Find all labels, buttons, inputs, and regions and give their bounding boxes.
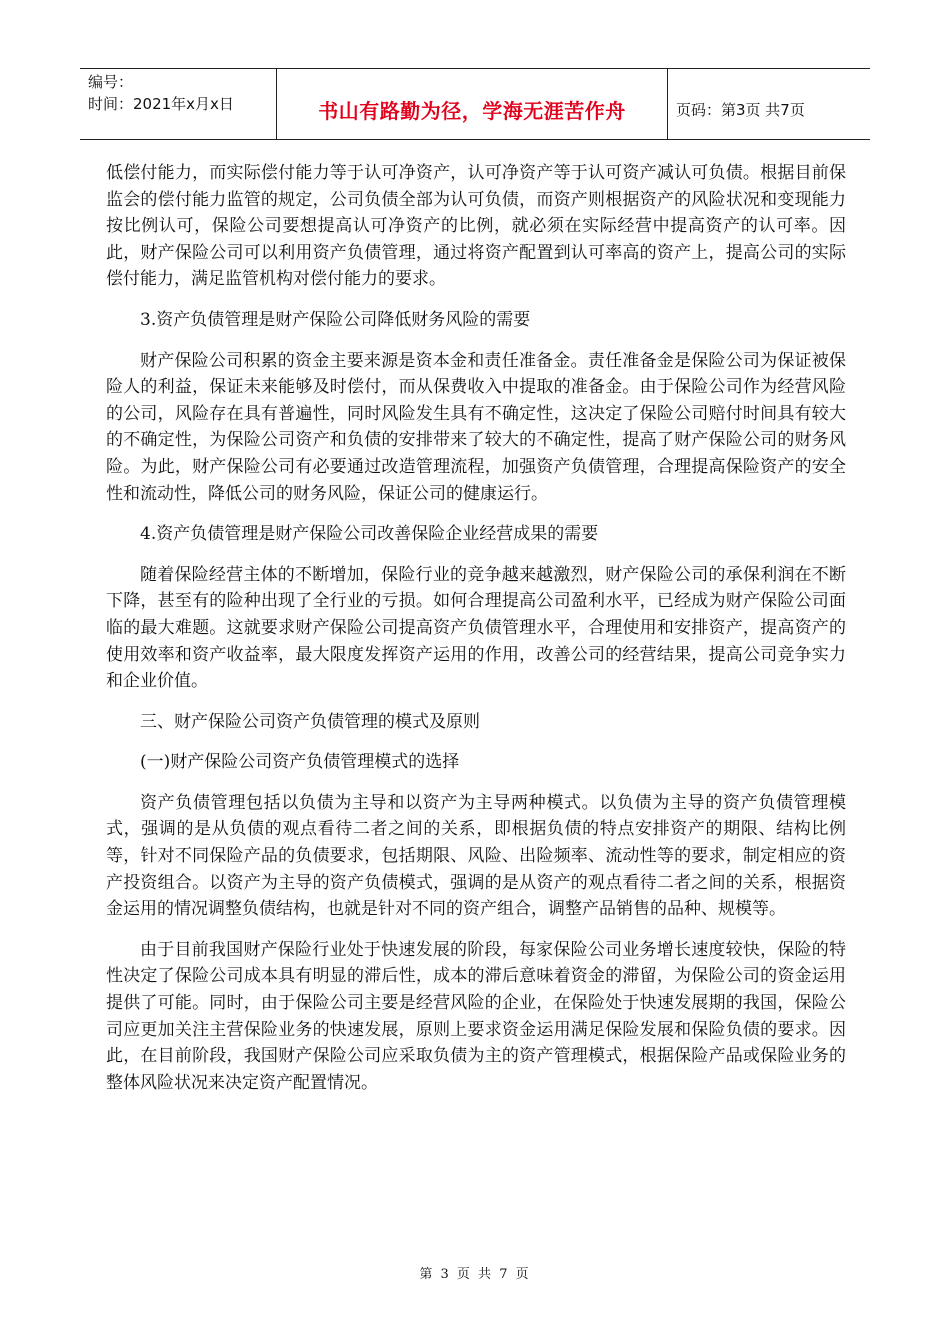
- subsection-heading-1: (一)财产保险公司资产负债管理模式的选择: [140, 752, 460, 773]
- paragraph: 随着保险经营主体的不断增加，保险行业的竞争越来越激烈，财产保险公司的承保利润在不断下降，甚至有的险种出现了全行业的亏损。如何合理提高公司盈利水平，已经成为财产保险公司面临的最大难题。这就要求财产保险公司提高资产负债管理水平，合理使用和安排资产，提高资产的使用效率和资产收益率，最大限度发挥资产运用的作用，改善公司的经营结果，提高公司竞争实力和企业价值。: [106, 564, 846, 692]
- header-motto-cell: [277, 69, 668, 139]
- page-header: [80, 68, 870, 140]
- paragraph-continued: 低偿付能力，而实际偿付能力等于认可净资产，认可净资产等于认可资产减认可负债。根据目前保监会的偿付能力监管的规定，公司负债全部为认可负债，而资产则根据资产的风险状况和变现能力按比例认可，保险公司要想提高认可净资产的比例，就必须在实际经营中提高资产的认可率。因此，财产保险公司可以利用资产负债管理，通过将资产配置到认可率高的资产上，提高公司的实际偿付能力，满足监管机构对偿付能力的要求。: [106, 163, 846, 290]
- time-label: 时间：2021年x月x日: [88, 95, 234, 113]
- header-page-code-cell: [668, 69, 805, 139]
- page-footer: 第 3 页 共 7 页: [419, 1267, 531, 1282]
- chapter-heading-3: 三、财产保险公司资产负债管理的模式及原则: [140, 711, 480, 732]
- paragraph: 财产保险公司积累的资金主要来源是资本金和责任准备金。责任准备金是保险公司为保证被保险人的利益，保证未来能够及时偿付，而从保费收入中提取的准备金。由于保险公司作为经营风险的公司，风险存在具有普遍性，同时风险发生具有不确定性，这决定了保险公司赔付时间具有较大的不确定性，为保险公司资产和负债的安排带来了较大的不确定性，提高了财产保险公司的财务风险。为此，财产保险公司有必要通过改造管理流程，加强资产负债管理，合理提高保险资产的安全性和流动性，降低公司的财务风险，保证公司的健康运行。: [106, 350, 846, 504]
- section-heading-4: 4.资产负债管理是财产保险公司改善保险企业经营成果的需要: [140, 524, 599, 545]
- header-page-code: 页码：第3页 共7页: [676, 100, 805, 119]
- document-body: [106, 160, 846, 1096]
- header-motto: 书山有路勤为径，学海无涯苦作舟: [318, 98, 626, 123]
- paragraph: 资产负债管理包括以负债为主导和以资产为主导两种模式。以负债为主导的资产负债管理模式，强调的是从负债的观点看待二者之间的关系，即根据负债的特点安排资产的期限、结构比例等，针对不同保险产品的负债要求，包括期限、风险、出险频率、流动性等的要求，制定相应的资产投资组合。以资产为主导的资产负债模式，强调的是从资产的观点看待二者之间的关系，根据资金运用的情况调整负债结构，也就是针对不同的资产组合，调整产品销售的品种、规模等。: [106, 792, 846, 920]
- header-meta: [80, 69, 277, 139]
- section-heading-3: 3.资产负债管理是财产保险公司降低财务风险的需要: [140, 309, 531, 330]
- paragraph: 由于目前我国财产保险行业处于快速发展的阶段，每家保险公司业务增长速度较快，保险的特性决定了保险公司成本具有明显的滞后性，成本的滞后意味着资金的滞留，为保险公司的资金运用提供了可能。同时，由于保险公司主要是经营风险的企业，在保险处于快速发展期的我国，保险公司应更加关注主营保险业务的快速发展，原则上要求资金运用满足保险发展和保险负债的要求。因此，在目前阶段，我国财产保险公司应采取负债为主的资产管理模式，根据保险产品或保险业务的整体风险状况来决定资产配置情况。: [106, 939, 846, 1093]
- serial-number-label: 编号：: [88, 73, 134, 91]
